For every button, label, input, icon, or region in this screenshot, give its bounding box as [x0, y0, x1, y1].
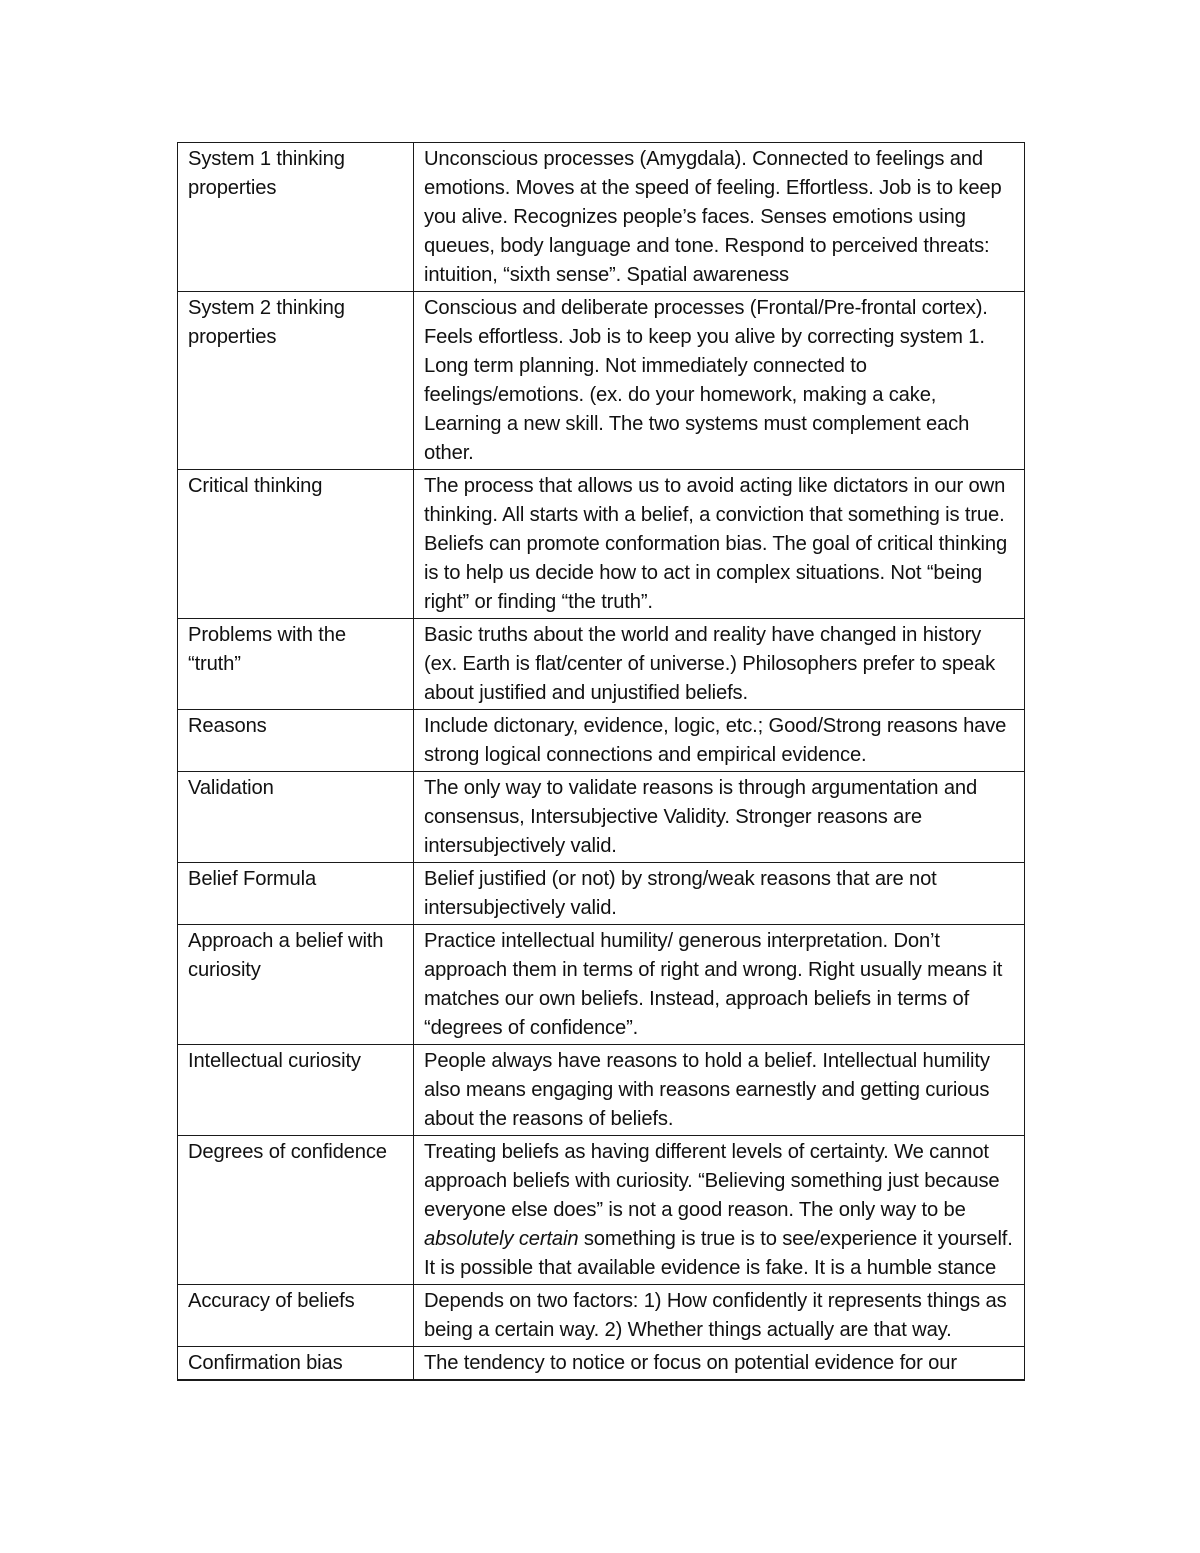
- definition-cell: The tendency to notice or focus on potential evidence for our: [414, 1347, 1025, 1381]
- definition-cell: Conscious and deliberate processes (Frontal/Pre-frontal cortex). Feels effortless. Job is to keep you alive by correcting system 1. Long term planning. Not immediately connected to feelings/emotions. (ex. do your homework, making a cake, Learning a new skill. The two systems must complement each other.: [414, 292, 1025, 470]
- term-cell: Problems with the “truth”: [178, 619, 414, 710]
- definition-text: something is true is to see/experience it yourself. It is possible that available evidence is fake. It is a humble stance: [424, 1228, 1013, 1279]
- term-cell: System 2 thinking properties: [178, 292, 414, 470]
- term-cell: Validation: [178, 772, 414, 863]
- table-row: [178, 772, 1025, 863]
- table-row: [178, 1347, 1025, 1381]
- term-cell: System 1 thinking properties: [178, 143, 414, 292]
- term-cell: Belief Formula: [178, 863, 414, 925]
- table-row: [178, 1045, 1025, 1136]
- definition-text: Treating beliefs as having different levels of certainty. We cannot approach beliefs with curiosity. “Believing something just because everyone else does” is not a good reason. The only way to be: [424, 1141, 1000, 1221]
- term-cell: Intellectual curiosity: [178, 1045, 414, 1136]
- table-row: [178, 143, 1025, 292]
- definition-cell: Include dictonary, evidence, logic, etc.; Good/Strong reasons have strong logical connections and empirical evidence.: [414, 710, 1025, 772]
- table-row: [178, 710, 1025, 772]
- notes-table: [177, 142, 1025, 1381]
- definition-cell: The process that allows us to avoid acting like dictators in our own thinking. All starts with a belief, a conviction that something is true. Beliefs can promote conformation bias. The goal of critical thinking is to help us decide how to act in complex situations. Not “being right” or finding “the truth”.: [414, 470, 1025, 619]
- table-row: [178, 1136, 1025, 1285]
- italic-emphasis: absolutely certain: [424, 1228, 579, 1250]
- definition-cell: Practice intellectual humility/ generous interpretation. Don’t approach them in terms of right and wrong. Right usually means it matches our own beliefs. Instead, approach beliefs in terms of “degrees of confidence”.: [414, 925, 1025, 1045]
- term-cell: Critical thinking: [178, 470, 414, 619]
- definition-cell: Unconscious processes (Amygdala). Connected to feelings and emotions. Moves at the speed of feeling. Effortless. Job is to keep you alive. Recognizes people’s faces. Senses emotions using queues, body language and tone. Respond to perceived threats: intuition, “sixth sense”. Spatial awareness: [414, 143, 1025, 292]
- table-row: [178, 470, 1025, 619]
- table-row: [178, 1285, 1025, 1347]
- definition-cell: The only way to validate reasons is through argumentation and consensus, Intersubjective Validity. Stronger reasons are intersubjectively valid.: [414, 772, 1025, 863]
- definition-cell: [414, 1136, 1025, 1285]
- definition-cell: Basic truths about the world and reality have changed in history (ex. Earth is flat/center of universe.) Philosophers prefer to speak about justified and unjustified beliefs.: [414, 619, 1025, 710]
- table-row: [178, 619, 1025, 710]
- term-cell: Accuracy of beliefs: [178, 1285, 414, 1347]
- term-cell: Degrees of confidence: [178, 1136, 414, 1285]
- table-row: [178, 292, 1025, 470]
- term-cell: Reasons: [178, 710, 414, 772]
- definition-cell: Belief justified (or not) by strong/weak reasons that are not intersubjectively valid.: [414, 863, 1025, 925]
- definition-cell: People always have reasons to hold a belief. Intellectual humility also means engaging with reasons earnestly and getting curious about the reasons of beliefs.: [414, 1045, 1025, 1136]
- term-cell: Approach a belief with curiosity: [178, 925, 414, 1045]
- table-row: [178, 863, 1025, 925]
- term-cell: Confirmation bias: [178, 1347, 414, 1381]
- table-row: [178, 925, 1025, 1045]
- definition-cell: Depends on two factors: 1) How confidently it represents things as being a certain way. 2) Whether things actually are that way.: [414, 1285, 1025, 1347]
